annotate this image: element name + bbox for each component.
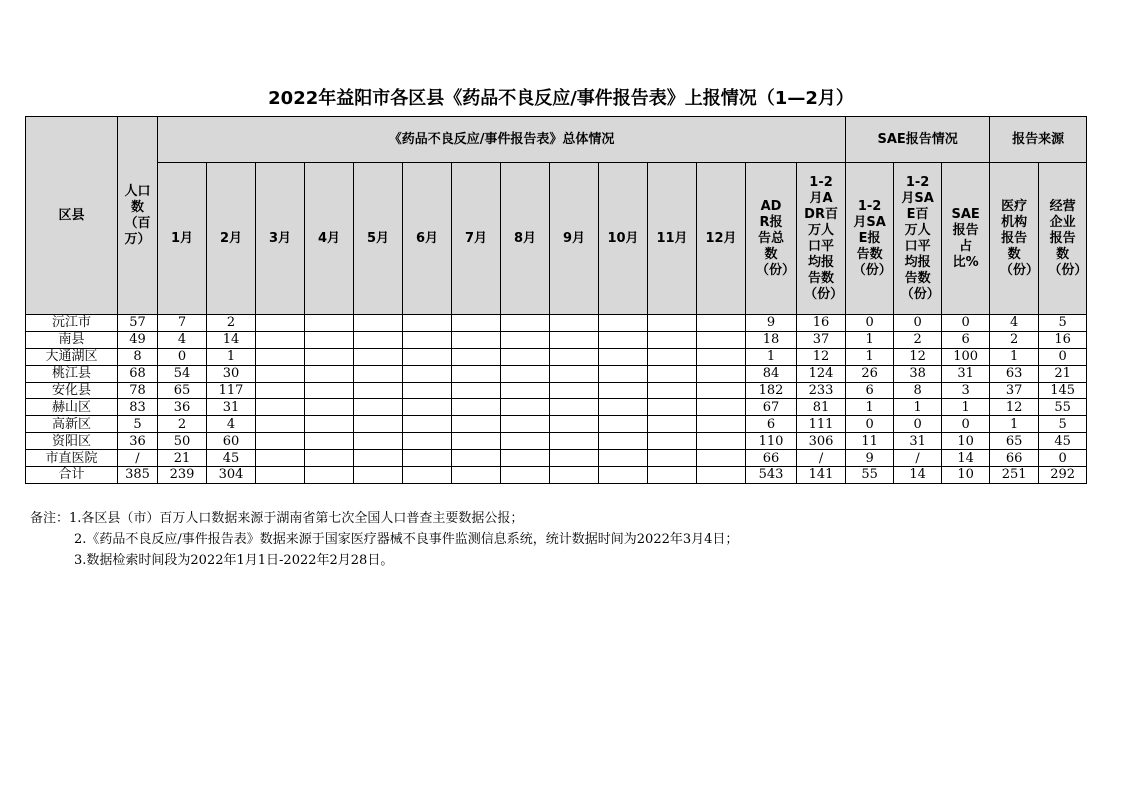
cell-adr: 9: [746, 315, 797, 332]
cell-ratio: 10: [942, 433, 990, 450]
cell-pop: 57: [118, 315, 158, 332]
notes: [30, 508, 738, 571]
cell-m2: 1: [207, 348, 256, 365]
cell-m1: 54: [158, 365, 207, 382]
header-sae-count: 1-2月SAE报告数（份）: [846, 163, 894, 315]
table-row: [26, 331, 1087, 348]
table-row: [26, 315, 1087, 332]
note-line: 3.数据检索时间段为2022年1月1日-2022年2月28日。: [74, 553, 394, 568]
table-row: [26, 382, 1087, 399]
empty-cell: [403, 399, 452, 416]
header-month: 3月: [256, 163, 305, 315]
report-table: [25, 116, 1087, 484]
empty-cell: [403, 467, 452, 484]
cell-pop: 36: [118, 433, 158, 450]
cell-ratio: 100: [942, 348, 990, 365]
cell-sae: 1: [846, 399, 894, 416]
empty-cell: [354, 331, 403, 348]
empty-cell: [452, 348, 501, 365]
cell-name: 安化县: [26, 382, 118, 399]
empty-cell: [256, 365, 305, 382]
cell-sae: 26: [846, 365, 894, 382]
empty-cell: [305, 399, 354, 416]
empty-cell: [403, 315, 452, 332]
empty-cell: [354, 450, 403, 467]
empty-cell: [403, 382, 452, 399]
cell-pop: 68: [118, 365, 158, 382]
empty-cell: [648, 450, 697, 467]
header-county: 区县: [26, 117, 118, 315]
cell-m2: 4: [207, 416, 256, 433]
empty-cell: [648, 365, 697, 382]
empty-cell: [697, 433, 746, 450]
empty-cell: [256, 399, 305, 416]
empty-cell: [354, 365, 403, 382]
cell-m2: 117: [207, 382, 256, 399]
empty-cell: [550, 315, 599, 332]
cell-m1: 239: [158, 467, 207, 484]
cell-m2: 14: [207, 331, 256, 348]
cell-name: 合计: [26, 467, 118, 484]
cell-med: 12: [990, 399, 1039, 416]
header-sae-per-million: 1-2月SAE百万人口平均报告数（份）: [894, 163, 942, 315]
empty-cell: [550, 467, 599, 484]
header-overall: 《药品不良反应/事件报告表》总体情况: [158, 117, 846, 163]
cell-ent: 5: [1039, 416, 1087, 433]
header-sae-ratio: SAE报告占比%: [942, 163, 990, 315]
cell-m2: 31: [207, 399, 256, 416]
empty-cell: [648, 382, 697, 399]
empty-cell: [550, 382, 599, 399]
cell-ent: 21: [1039, 365, 1087, 382]
cell-adr-pm: 81: [797, 399, 846, 416]
cell-med: 63: [990, 365, 1039, 382]
header-month: 11月: [648, 163, 697, 315]
cell-med: 65: [990, 433, 1039, 450]
empty-cell: [403, 450, 452, 467]
empty-cell: [305, 315, 354, 332]
cell-ent: 16: [1039, 331, 1087, 348]
header-adr-total: ADR报告总数（份）: [746, 163, 797, 315]
empty-cell: [697, 331, 746, 348]
empty-cell: [648, 315, 697, 332]
cell-name: 南县: [26, 331, 118, 348]
cell-sae-pm: 14: [894, 467, 942, 484]
empty-cell: [550, 348, 599, 365]
cell-sae-pm: 38: [894, 365, 942, 382]
cell-adr: 1: [746, 348, 797, 365]
empty-cell: [501, 382, 550, 399]
empty-cell: [403, 365, 452, 382]
table-row: [26, 467, 1087, 484]
header-adr-per-million: 1-2月ADR百万人口平均报告数（份）: [797, 163, 846, 315]
cell-pop: 5: [118, 416, 158, 433]
empty-cell: [501, 467, 550, 484]
cell-pop: 83: [118, 399, 158, 416]
header-month: 12月: [697, 163, 746, 315]
empty-cell: [403, 348, 452, 365]
cell-ratio: 6: [942, 331, 990, 348]
cell-adr-pm: 306: [797, 433, 846, 450]
empty-cell: [452, 331, 501, 348]
empty-cell: [305, 348, 354, 365]
cell-name: 资阳区: [26, 433, 118, 450]
cell-sae: 0: [846, 416, 894, 433]
cell-name: 沅江市: [26, 315, 118, 332]
empty-cell: [452, 416, 501, 433]
empty-cell: [256, 450, 305, 467]
cell-m1: 36: [158, 399, 207, 416]
empty-cell: [403, 331, 452, 348]
cell-ent: 292: [1039, 467, 1087, 484]
cell-sae: 1: [846, 348, 894, 365]
cell-pop: 8: [118, 348, 158, 365]
cell-pop: 385: [118, 467, 158, 484]
header-population: 人口数（百万）: [118, 117, 158, 315]
cell-pop: 49: [118, 331, 158, 348]
cell-sae-pm: 8: [894, 382, 942, 399]
cell-m1: 0: [158, 348, 207, 365]
empty-cell: [501, 450, 550, 467]
header-month: 8月: [501, 163, 550, 315]
empty-cell: [256, 416, 305, 433]
empty-cell: [256, 433, 305, 450]
cell-ratio: 14: [942, 450, 990, 467]
cell-med: 251: [990, 467, 1039, 484]
empty-cell: [697, 348, 746, 365]
note-line: 备注：1.各区县（市）百万人口数据来源于湖南省第七次全国人口普查主要数据公报；: [30, 511, 524, 526]
empty-cell: [599, 382, 648, 399]
cell-adr-pm: 37: [797, 331, 846, 348]
empty-cell: [354, 467, 403, 484]
page-title: 2022年益阳市各区县《药品不良反应/事件报告表》上报情况（1—2月）: [268, 88, 854, 109]
empty-cell: [354, 382, 403, 399]
header-month: 7月: [452, 163, 501, 315]
cell-ratio: 1: [942, 399, 990, 416]
cell-adr-pm: 233: [797, 382, 846, 399]
empty-cell: [305, 382, 354, 399]
cell-adr-pm: 141: [797, 467, 846, 484]
empty-cell: [256, 467, 305, 484]
empty-cell: [256, 331, 305, 348]
cell-sae: 0: [846, 315, 894, 332]
cell-m2: 304: [207, 467, 256, 484]
cell-med: 37: [990, 382, 1039, 399]
cell-sae-pm: 1: [894, 399, 942, 416]
empty-cell: [648, 467, 697, 484]
empty-cell: [354, 348, 403, 365]
cell-ratio: 0: [942, 315, 990, 332]
cell-sae-pm: 2: [894, 331, 942, 348]
empty-cell: [550, 450, 599, 467]
cell-adr: 66: [746, 450, 797, 467]
header-sae-group: SAE报告情况: [846, 117, 990, 163]
cell-m2: 30: [207, 365, 256, 382]
header-month: 5月: [354, 163, 403, 315]
header-month: 9月: [550, 163, 599, 315]
empty-cell: [697, 467, 746, 484]
empty-cell: [697, 399, 746, 416]
cell-sae-pm: 0: [894, 315, 942, 332]
empty-cell: [256, 382, 305, 399]
empty-cell: [452, 315, 501, 332]
cell-ent: 145: [1039, 382, 1087, 399]
header-month: 10月: [599, 163, 648, 315]
empty-cell: [305, 416, 354, 433]
cell-sae: 6: [846, 382, 894, 399]
cell-m1: 50: [158, 433, 207, 450]
cell-adr: 182: [746, 382, 797, 399]
cell-sae: 1: [846, 331, 894, 348]
empty-cell: [599, 433, 648, 450]
empty-cell: [452, 399, 501, 416]
empty-cell: [648, 399, 697, 416]
table-row: [26, 416, 1087, 433]
empty-cell: [256, 315, 305, 332]
empty-cell: [305, 433, 354, 450]
cell-med: 1: [990, 348, 1039, 365]
cell-name: 高新区: [26, 416, 118, 433]
cell-sae-pm: 31: [894, 433, 942, 450]
cell-ent: 5: [1039, 315, 1087, 332]
cell-ratio: 31: [942, 365, 990, 382]
cell-m2: 45: [207, 450, 256, 467]
empty-cell: [452, 450, 501, 467]
cell-ratio: 0: [942, 416, 990, 433]
cell-m1: 2: [158, 416, 207, 433]
empty-cell: [501, 331, 550, 348]
empty-cell: [354, 416, 403, 433]
empty-cell: [354, 433, 403, 450]
cell-sae-pm: 12: [894, 348, 942, 365]
cell-sae-pm: /: [894, 450, 942, 467]
empty-cell: [550, 433, 599, 450]
cell-name: 市直医院: [26, 450, 118, 467]
empty-cell: [599, 450, 648, 467]
empty-cell: [452, 467, 501, 484]
cell-med: 66: [990, 450, 1039, 467]
empty-cell: [599, 348, 648, 365]
empty-cell: [648, 416, 697, 433]
cell-pop: 78: [118, 382, 158, 399]
header-month: 2月: [207, 163, 256, 315]
empty-cell: [697, 365, 746, 382]
cell-ent: 55: [1039, 399, 1087, 416]
cell-ratio: 3: [942, 382, 990, 399]
empty-cell: [501, 348, 550, 365]
header-month: 6月: [403, 163, 452, 315]
empty-cell: [403, 433, 452, 450]
cell-adr: 18: [746, 331, 797, 348]
empty-cell: [354, 399, 403, 416]
cell-m1: 65: [158, 382, 207, 399]
empty-cell: [305, 331, 354, 348]
empty-cell: [452, 433, 501, 450]
empty-cell: [550, 331, 599, 348]
cell-sae: 55: [846, 467, 894, 484]
empty-cell: [599, 331, 648, 348]
table-row: [26, 348, 1087, 365]
note-line: 2.《药品不良反应/事件报告表》数据来源于国家医疗器械不良事件监测信息系统，统计数据时间为2022年3月4日；: [74, 532, 739, 547]
cell-name: 大通湖区: [26, 348, 118, 365]
empty-cell: [501, 433, 550, 450]
empty-cell: [648, 331, 697, 348]
empty-cell: [697, 450, 746, 467]
empty-cell: [697, 315, 746, 332]
cell-adr: 543: [746, 467, 797, 484]
cell-adr: 110: [746, 433, 797, 450]
table-row: [26, 433, 1087, 450]
empty-cell: [305, 365, 354, 382]
cell-med: 4: [990, 315, 1039, 332]
cell-med: 2: [990, 331, 1039, 348]
empty-cell: [648, 433, 697, 450]
empty-cell: [501, 315, 550, 332]
cell-pop: /: [118, 450, 158, 467]
cell-m1: 21: [158, 450, 207, 467]
cell-ent: 0: [1039, 348, 1087, 365]
empty-cell: [697, 416, 746, 433]
cell-adr-pm: 111: [797, 416, 846, 433]
cell-med: 1: [990, 416, 1039, 433]
empty-cell: [599, 416, 648, 433]
cell-adr-pm: 124: [797, 365, 846, 382]
empty-cell: [452, 382, 501, 399]
empty-cell: [256, 348, 305, 365]
cell-adr-pm: 16: [797, 315, 846, 332]
cell-ent: 45: [1039, 433, 1087, 450]
table-row: [26, 399, 1087, 416]
cell-m2: 60: [207, 433, 256, 450]
empty-cell: [403, 416, 452, 433]
empty-cell: [648, 348, 697, 365]
table-row: [26, 450, 1087, 467]
cell-m1: 7: [158, 315, 207, 332]
cell-m2: 2: [207, 315, 256, 332]
empty-cell: [599, 315, 648, 332]
cell-adr: 6: [746, 416, 797, 433]
cell-adr-pm: 12: [797, 348, 846, 365]
empty-cell: [599, 365, 648, 382]
empty-cell: [501, 399, 550, 416]
cell-name: 赫山区: [26, 399, 118, 416]
cell-adr: 84: [746, 365, 797, 382]
cell-ratio: 10: [942, 467, 990, 484]
header-enterprise: 经营企业报告数（份）: [1039, 163, 1087, 315]
empty-cell: [501, 365, 550, 382]
empty-cell: [550, 365, 599, 382]
empty-cell: [452, 365, 501, 382]
cell-sae: 9: [846, 450, 894, 467]
empty-cell: [599, 467, 648, 484]
empty-cell: [599, 399, 648, 416]
table-row: [26, 365, 1087, 382]
cell-sae-pm: 0: [894, 416, 942, 433]
empty-cell: [550, 399, 599, 416]
cell-adr-pm: /: [797, 450, 846, 467]
header-month: 4月: [305, 163, 354, 315]
cell-adr: 67: [746, 399, 797, 416]
empty-cell: [550, 416, 599, 433]
cell-sae: 11: [846, 433, 894, 450]
empty-cell: [354, 315, 403, 332]
header-medical: 医疗机构报告数（份）: [990, 163, 1039, 315]
empty-cell: [697, 382, 746, 399]
cell-name: 桃江县: [26, 365, 118, 382]
empty-cell: [501, 416, 550, 433]
empty-cell: [305, 450, 354, 467]
cell-m1: 4: [158, 331, 207, 348]
header-source-group: 报告来源: [990, 117, 1087, 163]
cell-ent: 0: [1039, 450, 1087, 467]
header-month: 1月: [158, 163, 207, 315]
empty-cell: [305, 467, 354, 484]
